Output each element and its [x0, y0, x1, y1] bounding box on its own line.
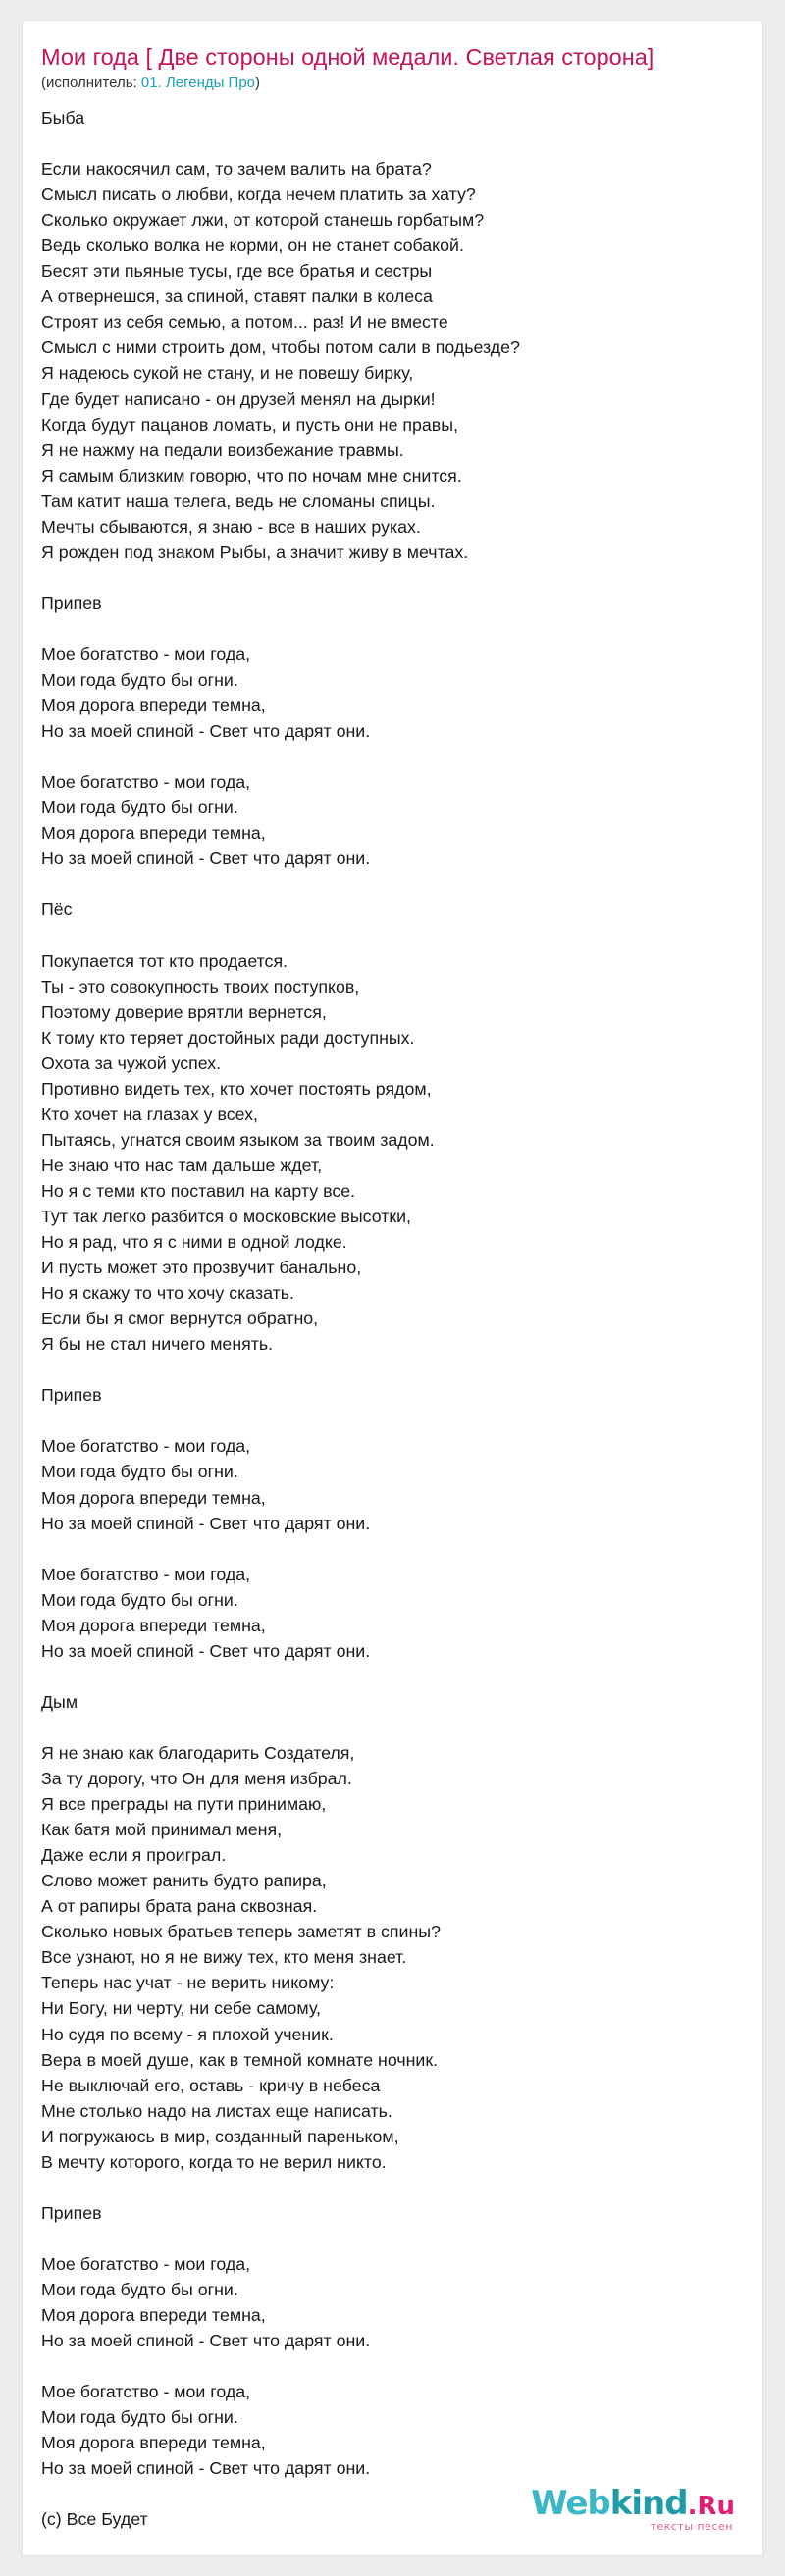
blank-line: [41, 2353, 520, 2379]
lyric-line: А отвернешся, за спиной, ставят палки в колеса: [41, 286, 433, 307]
lyric-line: Тут так легко разбится о московские высотки,: [41, 1207, 411, 1227]
lyric-line: Мои года будто бы огни.: [41, 798, 238, 818]
lyric-line: Мои года будто бы огни.: [41, 1462, 238, 1482]
lyric-line: Но я рад, что я с ними в одной лодке.: [41, 1232, 347, 1253]
webkind-logo[interactable]: [531, 2484, 735, 2533]
logo-wordmark: [531, 2484, 735, 2523]
artist-link[interactable]: 01. Легенды Про: [140, 75, 256, 91]
lyric-line: Ведь сколько волка не корми, он не станет собакой.: [41, 235, 464, 256]
page-title: Мои года [ Две стороны одной медали. Светлая сторона]: [41, 44, 654, 70]
lyric-line: Моя дорога впереди темна,: [41, 1487, 266, 1508]
lyric-line: Мне столько надо на листах еще написать.: [41, 2100, 392, 2121]
lyric-line: Мое богатство - мои года,: [41, 1564, 251, 1584]
lyrics-page: [22, 20, 763, 2556]
blank-line: [41, 565, 520, 591]
lyric-line: Мои года будто бы огни.: [41, 1589, 238, 1610]
lyric-line: Но за моей спиной - Свет что дарят они.: [41, 849, 371, 869]
blank-line: [41, 871, 520, 897]
lyric-line: Но за моей спиной - Свет что дарят они.: [41, 721, 371, 742]
lyric-line: Пёс: [41, 900, 73, 920]
lyric-line: Покупается тот кто продается.: [41, 951, 288, 971]
lyric-line: За ту дорогу, что Он для меня избрал.: [41, 1769, 352, 1789]
lyric-line: Мои года будто бы огни.: [41, 2279, 238, 2299]
lyric-line: Припев: [41, 2202, 102, 2223]
lyric-line: И пусть может это прозвучит банально,: [41, 1258, 362, 1278]
blank-line: [41, 2175, 520, 2200]
lyric-line: Но за моей спиной - Свет что дарят они.: [41, 2331, 371, 2351]
lyric-line: Моя дорога впереди темна,: [41, 696, 266, 716]
lyric-line: Припев: [41, 592, 102, 613]
artist-suffix: ): [255, 75, 261, 91]
lyric-line: Охота за чужой успех.: [41, 1053, 222, 1073]
lyric-line: Сколько новых братьев теперь заметят в спины?: [41, 1922, 441, 1942]
lyric-line: Но за моей спиной - Свет что дарят они.: [41, 1513, 371, 1533]
lyric-line: Все узнают, но я не вижу тех, кто меня знает.: [41, 1947, 407, 1968]
lyric-line: Сколько окружает лжи, от которой станешь горбатым?: [41, 210, 485, 231]
lyric-line: К тому кто теряет достойных ради доступных.: [41, 1027, 415, 1048]
lyrics-text: [41, 105, 520, 2532]
blank-line: [41, 130, 520, 156]
lyric-line: (c) Все Будет: [41, 2509, 148, 2530]
artist-prefix: (исполнитель:: [41, 75, 141, 91]
blank-line: [41, 1715, 520, 1740]
lyric-line: Мои года будто бы огни.: [41, 2407, 238, 2428]
blank-line: [41, 2226, 520, 2251]
lyric-line: Я все преграды на пути принимаю,: [41, 1794, 327, 1815]
lyric-line: Смысл с ними строить дом, чтобы потом сали в подьезде?: [41, 337, 520, 358]
lyric-line: Я надеюсь сукой не стану, и не повешу бирку,: [41, 363, 414, 384]
lyric-line: Но за моей спиной - Свет что дарят они.: [41, 2458, 371, 2479]
lyric-line: Дым: [41, 1691, 78, 1712]
logo-part-web: Web: [531, 2484, 610, 2523]
lyric-line: Бесят эти пьяные тусы, где все братья и сестры: [41, 261, 433, 282]
lyric-line: Если накосячил сам, то зачем валить на брата?: [41, 159, 432, 180]
lyric-line: Если бы я смог вернутся обратно,: [41, 1309, 319, 1329]
logo-part-ru: .Ru: [687, 2492, 735, 2521]
blank-line: [41, 923, 520, 949]
lyric-line: Но я скажу то что хочу сказать.: [41, 1283, 294, 1304]
lyric-line: Припев: [41, 1385, 102, 1406]
lyric-line: Мое богатство - мои года,: [41, 772, 251, 793]
lyric-line: Мое богатство - мои года,: [41, 2253, 251, 2274]
logo-part-kind: kind: [609, 2484, 688, 2523]
lyric-line: Но я с теми кто поставил на карту все.: [41, 1180, 356, 1201]
lyric-line: Не знаю что нас там дальше ждет,: [41, 1155, 323, 1175]
lyric-line: Я не нажму на педали воизбежание травмы.: [41, 439, 404, 460]
lyric-line: Мои года будто бы огни.: [41, 670, 238, 691]
lyric-line: Когда будут пацанов ломать, и пусть они не правы,: [41, 414, 458, 435]
lyric-line: Даже если я проиграл.: [41, 1845, 227, 1866]
logo-tagline: тексты песен: [650, 2520, 733, 2533]
blank-line: [41, 1536, 520, 1562]
lyric-line: Быба: [41, 108, 85, 128]
lyric-line: Не выключай его, оставь - кричу в небеса: [41, 2075, 381, 2095]
lyric-line: Вера в моей душе, как в темной комнате ночник.: [41, 2049, 439, 2070]
lyric-line: В мечту которого, когда то не верил никто.: [41, 2151, 387, 2172]
lyric-line: Слово может ранить будто рапира,: [41, 1871, 327, 1891]
blank-line: [41, 2481, 520, 2506]
blank-line: [41, 1357, 520, 1382]
blank-line: [41, 616, 520, 642]
lyric-line: Я не знаю как благодарить Создателя,: [41, 1743, 355, 1763]
lyric-line: Мое богатство - мои года,: [41, 644, 251, 664]
lyric-line: А от рапиры брата рана сквозная.: [41, 1896, 318, 1917]
lyric-line: Мое богатство - мои года,: [41, 1436, 251, 1457]
lyric-line: Но судя по всему - я плохой ученик.: [41, 2024, 334, 2044]
lyric-line: Моя дорога впереди темна,: [41, 1615, 266, 1635]
lyric-line: Но за моей спиной - Свет что дарят они.: [41, 1640, 371, 1661]
lyric-line: Ты - это совокупность твоих поступков,: [41, 976, 360, 997]
artist-line: [41, 75, 260, 91]
lyric-line: Я бы не стал ничего менять.: [41, 1334, 274, 1355]
lyric-line: Ни Богу, ни черту, ни себе самому,: [41, 1998, 321, 2019]
lyric-line: Моя дорога впереди темна,: [41, 2305, 266, 2326]
blank-line: [41, 744, 520, 769]
lyric-line: Пытаясь, угнатся своим языком за твоим задом.: [41, 1129, 435, 1150]
lyric-line: Поэтому доверие врятли вернется,: [41, 1002, 327, 1022]
lyric-line: Строят из себя семью, а потом... раз! И не вместе: [41, 312, 448, 333]
blank-line: [41, 1408, 520, 1433]
lyric-line: Противно видеть тех, кто хочет постоять рядом,: [41, 1078, 432, 1099]
lyric-line: Там катит наша телега, ведь не сломаны спицы.: [41, 490, 436, 511]
lyric-line: Мое богатство - мои года,: [41, 2382, 251, 2402]
lyric-line: Теперь нас учат - не верить никому:: [41, 1973, 335, 1993]
lyric-line: Моя дорога впереди темна,: [41, 823, 266, 844]
blank-line: [41, 1664, 520, 1689]
lyric-line: И погружаюсь в мир, созданный пареньком,: [41, 2126, 399, 2146]
lyric-line: Кто хочет на глазах у всех,: [41, 1104, 258, 1124]
lyric-line: Моя дорога впереди темна,: [41, 2433, 266, 2453]
lyric-line: Мечты сбываются, я знаю - все в наших руках.: [41, 516, 421, 537]
lyric-line: Я самым близким говорю, что по ночам мне снится.: [41, 465, 462, 486]
lyric-line: Смысл писать о любви, когда нечем платить за хату?: [41, 184, 476, 205]
lyric-line: Я рожден под знаком Рыбы, а значит живу в мечтах.: [41, 541, 469, 562]
lyric-line: Где будет написано - он друзей менял на дырки!: [41, 388, 436, 409]
lyric-line: Как батя мой принимал меня,: [41, 1820, 283, 1840]
